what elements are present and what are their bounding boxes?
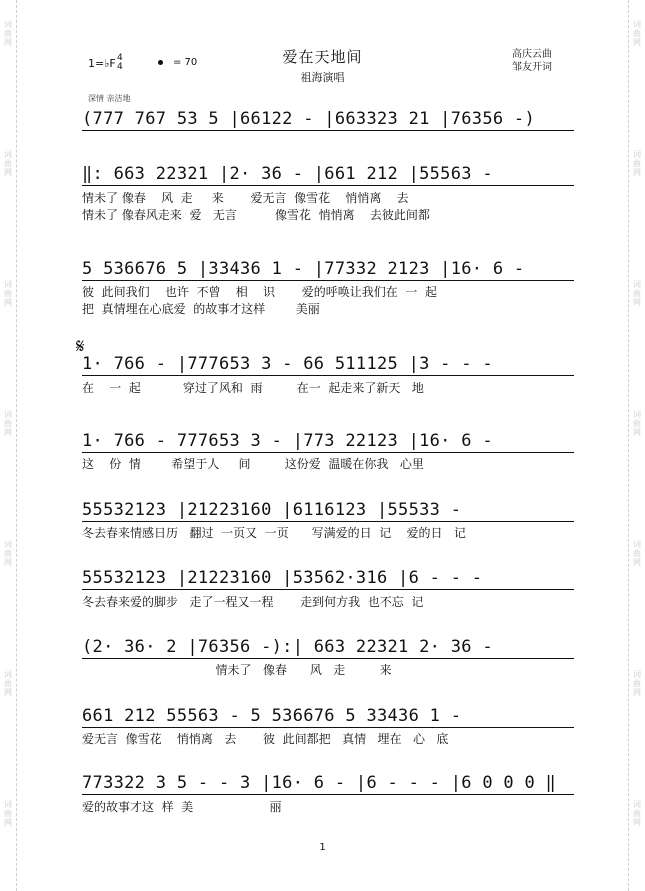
beam-underline [82, 452, 574, 453]
right-margin-watermark-strip [628, 0, 645, 891]
watermark-text: 词曲网 [4, 410, 12, 437]
notation-text: 661 212 55563 - 5 536676 5 33436 1 - [82, 706, 462, 726]
song-title: 爱在天地间 [282, 48, 363, 66]
notation-text: 5 536676 5 |33436 1 - |77332 2123 |16· 6 - [82, 259, 525, 279]
composer-credit: 高庆云曲 [512, 49, 552, 60]
lyric-line-verse1: 彼 此间我们 也许 不曾 相 识 爱的呼唤让我们在 一 起 [82, 285, 437, 299]
notation-text: 55532123 |21223160 |53562·316 |6 - - - [82, 568, 483, 588]
watermark-text: 词曲网 [633, 20, 641, 47]
lyric-line: 爱的故事才这 样 美 丽 [82, 800, 282, 814]
score-line [82, 353, 574, 375]
notation-text: (777 767 53 5 |66122 - |663323 21 |76356 -) [82, 109, 535, 129]
key-signature: 1=♭F [88, 57, 116, 70]
watermark-text: 词曲网 [4, 670, 12, 697]
score-line [82, 772, 574, 794]
watermark-text: 词曲网 [633, 800, 641, 827]
lyric-line: 情未了 像春 风 走 来 [82, 663, 392, 677]
beam-underline [82, 521, 574, 522]
credits [512, 48, 552, 74]
beam-underline [82, 185, 574, 186]
notation-text: 1· 766 - 777653 3 - |773 22123 |16· 6 - [82, 431, 493, 451]
lyric-line: 爱无言 像雪花 悄悄离 去 彼 此间都把 真情 埋在 心 底 [82, 732, 449, 746]
watermark-text: 词曲网 [4, 20, 12, 47]
beam-underline [82, 280, 574, 281]
expression-marking: 深情 亲洁地 [88, 94, 131, 103]
lyric-line: 这 份 情 希望于人 间 这份爱 温暖在你我 心里 [82, 457, 424, 471]
beam-underline [82, 727, 574, 728]
watermark-text: 词曲网 [633, 150, 641, 177]
time-signature-top: 4 [117, 53, 123, 63]
score-line [82, 499, 574, 521]
score-line [82, 705, 574, 727]
lyric-line: 冬去春来情感日历 翻过 一页又 一页 写满爱的日 记 爱的日 记 [82, 526, 466, 540]
watermark-text: 词曲网 [633, 540, 641, 567]
beam-underline [82, 589, 574, 590]
lyric-line-verse2: 把 真情埋在心底爱 的故事才这样 美丽 [82, 302, 320, 316]
lyric-line-verse1: 情未了 像春 风 走 来 爱无言 像雪花 悄悄离 去 [82, 191, 409, 205]
watermark-text: 词曲网 [4, 800, 12, 827]
score-line [82, 567, 574, 589]
segno-icon: 𝄋 [76, 334, 85, 358]
time-signature-bottom: 4 [117, 62, 123, 72]
watermark-text: 词曲网 [633, 280, 641, 307]
left-margin-watermark-strip [0, 0, 17, 891]
tempo-value: = 70 [173, 57, 198, 68]
beam-underline [82, 794, 574, 795]
lyric-line: 冬去春来爱的脚步 走了一程又一程 走到何方我 也不忘 记 [82, 595, 424, 609]
watermark-text: 词曲网 [4, 280, 12, 307]
score-line [82, 258, 574, 280]
beam-underline [82, 375, 574, 376]
notation-text: 1· 766 - |777653 3 - 66 511125 |3 - - - [82, 354, 493, 374]
score-line [82, 430, 574, 452]
watermark-text: 词曲网 [633, 410, 641, 437]
score-line-intro [82, 108, 574, 130]
score-line [82, 163, 574, 185]
beam-underline [82, 130, 574, 131]
notation-text: 55532123 |21223160 |6116123 |55533 - [82, 500, 462, 520]
notation-text: 773322 3 5 - - 3 |16· 6 - |6 - - - |6 0 0 0 ‖ [82, 773, 557, 793]
notation-text: ‖: 663 22321 |2· 36 - |661 212 |55563 - [82, 164, 493, 184]
score-line [82, 636, 574, 658]
watermark-text: 词曲网 [4, 150, 12, 177]
beam-underline [82, 658, 574, 659]
watermark-text: 词曲网 [4, 540, 12, 567]
watermark-text: 词曲网 [633, 670, 641, 697]
lyricist-credit: 邹友开词 [512, 62, 552, 73]
singer-credit: 祖海演唱 [300, 71, 345, 84]
lyric-line-verse2: 情未了 像春风走来 爱 无言 像雪花 悄悄离 去彼此间都 [82, 208, 430, 222]
page-number: 1 [319, 842, 326, 853]
notation-text: (2· 36· 2 |76356 -):| 663 22321 2· 36 - [82, 637, 493, 657]
lyric-line: 在 一 起 穿过了风和 雨 在一 起走来了新天 地 [82, 381, 424, 395]
